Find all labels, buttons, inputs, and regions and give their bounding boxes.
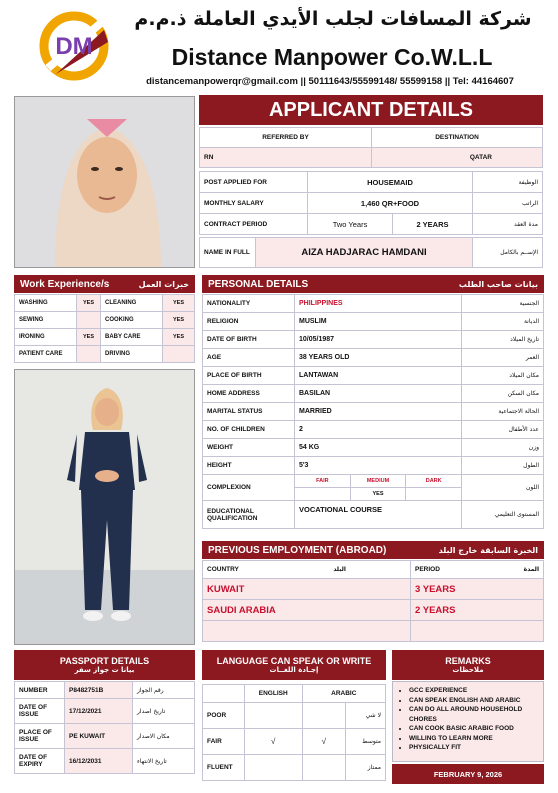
country-column-header <box>203 561 411 579</box>
personal-row <box>203 421 544 439</box>
language-title-ar: إجـادة اللغــات <box>269 666 319 674</box>
work-experience-title-en: Work Experience/s <box>20 278 110 290</box>
passport-field-label: NUMBER <box>15 682 65 699</box>
previous-employment-row <box>203 579 544 600</box>
passport-field-label: PLACE OF ISSUE <box>15 724 65 749</box>
work-skill-value: YES <box>77 295 101 312</box>
language-row <box>203 755 386 781</box>
work-row <box>15 329 195 346</box>
document-date: FEBRUARY 9, 2026 <box>392 764 544 784</box>
personal-row <box>203 403 544 421</box>
language-table <box>202 684 386 781</box>
complexion-arabic: اللون <box>462 475 544 501</box>
personal-field-arabic: مكان الميلاد <box>462 367 544 385</box>
remark-item: • CAN COOK BASIC ARABIC FOOD <box>409 724 539 734</box>
education-value: VOCATIONAL COURSE <box>295 501 462 529</box>
personal-field-label: DATE OF BIRTH <box>203 331 295 349</box>
passport-details-table <box>14 681 195 774</box>
previous-country: KUWAIT <box>203 579 411 600</box>
personal-field-label: RELIGION <box>203 313 295 331</box>
referred-by-value: RN <box>200 148 372 168</box>
personal-field-arabic: الديانة <box>462 313 544 331</box>
work-experience-title <box>14 275 195 293</box>
name-arabic: الإســم بالكامل <box>473 238 543 268</box>
work-skill-value <box>77 346 101 363</box>
personal-row <box>203 439 544 457</box>
previous-employment-row <box>203 600 544 621</box>
personal-field-arabic: الحالة الاجتماعية <box>462 403 544 421</box>
passport-field-arabic: تاريخ الانتهاء <box>133 749 195 774</box>
work-skill-value <box>163 346 195 363</box>
contract-label: CONTRACT PERIOD <box>200 214 308 235</box>
job-table <box>199 171 543 235</box>
language-level-arabic: متوسط <box>346 729 386 755</box>
personal-row <box>203 313 544 331</box>
company-arabic-name: شركة المسافات لجلب الأيدي العاملة ذ.م.م <box>134 8 532 30</box>
personal-field-arabic: العمر <box>462 349 544 367</box>
personal-row <box>203 295 544 313</box>
previous-employment-title-ar: الخبرة السابقة خارج البلد <box>438 545 538 555</box>
personal-field-value: LANTAWAN <box>295 367 462 385</box>
language-english-mark <box>244 703 302 729</box>
language-arabic-mark <box>302 755 346 781</box>
language-level-label: FAIR <box>203 729 245 755</box>
destination-label: DESTINATION <box>372 128 543 148</box>
work-skill-label: CLEANING <box>101 295 163 312</box>
applicant-full-body-photo <box>14 369 195 645</box>
personal-field-value: PHILIPPINES <box>295 295 462 313</box>
destination-value: QATAR <box>372 148 543 168</box>
language-title <box>202 650 386 680</box>
personal-field-label: WEIGHT <box>203 439 295 457</box>
personal-field-value: 10/05/1987 <box>295 331 462 349</box>
language-title-en: LANGUAGE CAN SPEAK OR WRITE <box>216 656 372 666</box>
work-skill-label: DRIVING <box>101 346 163 363</box>
passport-field-value: 16/12/2031 <box>65 749 133 774</box>
complexion-dark: DARK <box>425 478 442 484</box>
passport-row <box>15 699 195 724</box>
work-skill-value <box>77 312 101 329</box>
personal-field-label: NATIONALITY <box>203 295 295 313</box>
personal-field-label: MARITAL STATUS <box>203 403 295 421</box>
complexion-fair: FAIR <box>295 475 351 487</box>
work-skill-value: YES <box>163 329 195 346</box>
personal-row <box>203 349 544 367</box>
personal-field-arabic: وزن <box>462 439 544 457</box>
language-level-arabic: ممتاز <box>346 755 386 781</box>
salary-arabic: الراتب <box>473 193 543 214</box>
personal-field-label: AGE <box>203 349 295 367</box>
complexion-selected-mark: YES <box>351 488 407 500</box>
personal-field-arabic: تاريخ الميلاد <box>462 331 544 349</box>
personal-details-table <box>202 294 544 529</box>
work-skill-label: SEWING <box>15 312 77 329</box>
country-arabic: البلد <box>333 566 346 573</box>
language-level-arabic: لا شي <box>346 703 386 729</box>
passport-field-label: DATE OF EXPIRY <box>15 749 65 774</box>
passport-field-value: 17/12/2021 <box>65 699 133 724</box>
language-row <box>203 703 386 729</box>
work-experience-title-ar: خبرات العمل <box>138 279 189 289</box>
work-experience-table <box>14 294 195 363</box>
personal-row <box>203 367 544 385</box>
previous-employment-row <box>203 621 544 642</box>
personal-field-arabic: مكان السكن <box>462 385 544 403</box>
personal-field-value: 2 <box>295 421 462 439</box>
personal-field-value: 38 YEARS OLD <box>295 349 462 367</box>
personal-row <box>203 385 544 403</box>
remarks-list <box>399 686 539 753</box>
work-skill-label: PATIENT CARE <box>15 346 77 363</box>
education-arabic: المستوى التعليمي <box>462 501 544 529</box>
passport-field-arabic: مكان الاصدار <box>133 724 195 749</box>
personal-field-value: 5'3 <box>295 457 462 475</box>
personal-details-title-en: PERSONAL DETAILS <box>208 278 309 290</box>
period-arabic: المدة <box>523 566 539 573</box>
salary-value: 1,460 QR+FOOD <box>308 193 473 214</box>
period-label: PERIOD <box>415 566 440 573</box>
complexion-label: COMPLEXION <box>203 475 295 501</box>
previous-country: SAUDI ARABIA <box>203 600 411 621</box>
work-skill-label: IRONING <box>15 329 77 346</box>
passport-row <box>15 682 195 699</box>
personal-field-arabic: الطول <box>462 457 544 475</box>
language-english-mark: √ <box>244 729 302 755</box>
passport-field-arabic: رقم الجواز <box>133 682 195 699</box>
work-skill-value: YES <box>163 295 195 312</box>
company-contact: distancemanpowerqr@gmail.com || 50111643/55599148/ 55599158 || Tel: 44164607 <box>146 76 514 87</box>
company-logo <box>38 8 116 84</box>
passport-field-value: P8482751B <box>65 682 133 699</box>
language-arabic-mark <box>302 703 346 729</box>
work-skill-label: COOKING <box>101 312 163 329</box>
period-column-header <box>411 561 544 579</box>
work-row <box>15 312 195 329</box>
complexion-medium: MEDIUM <box>351 475 407 487</box>
post-value: HOUSEMAID <box>308 172 473 193</box>
education-label: EDUCATIONAL QUALIFICATION <box>203 501 295 529</box>
passport-row <box>15 724 195 749</box>
work-row <box>15 295 195 312</box>
full-name-value: AIZA HADJARAC HAMDANI <box>256 238 473 268</box>
language-english-mark <box>244 755 302 781</box>
personal-field-arabic: عدد الأطفال <box>462 421 544 439</box>
language-arabic-header: ARABIC <box>302 685 385 703</box>
previous-country <box>203 621 411 642</box>
personal-field-label: PLACE OF BIRTH <box>203 367 295 385</box>
passport-field-label: DATE OF ISSUE <box>15 699 65 724</box>
language-english-header: ENGLISH <box>244 685 302 703</box>
referred-by-label: REFERRED BY <box>200 128 372 148</box>
svg-text:DM: DM <box>55 33 93 60</box>
language-arabic-mark: √ <box>302 729 346 755</box>
work-skill-value: YES <box>163 312 195 329</box>
post-label: POST APPLIED FOR <box>200 172 308 193</box>
personal-field-value: MUSLIM <box>295 313 462 331</box>
remark-item: • PHYSICALLY FIT <box>409 743 539 753</box>
previous-employment-title-en: PREVIOUS EMPLOYMENT (ABROAD) <box>208 544 387 556</box>
remarks-title <box>392 650 544 680</box>
salary-label: MONTHLY SALARY <box>200 193 308 214</box>
previous-period <box>411 621 544 642</box>
post-arabic: الوظيفة <box>473 172 543 193</box>
passport-details-title <box>14 650 195 680</box>
personal-field-label: NO. OF CHILDREN <box>203 421 295 439</box>
remark-item: • WILLING TO LEARN MORE <box>409 734 539 744</box>
work-skill-label: WASHING <box>15 295 77 312</box>
personal-field-arabic: الجنسية <box>462 295 544 313</box>
personal-field-label: HEIGHT <box>203 457 295 475</box>
work-skill-label: BABY CARE <box>101 329 163 346</box>
contract-value-2: 2 YEARS <box>393 214 473 235</box>
remarks-title-ar: ملاحظات <box>452 666 484 674</box>
remarks-title-en: REMARKS <box>445 656 491 666</box>
remark-item: • CAN DO ALL AROUND HOUSEHOLD CHORES <box>409 705 539 724</box>
passport-field-value: PE KUWAIT <box>65 724 133 749</box>
passport-field-arabic: تاريخ اصدار <box>133 699 195 724</box>
personal-field-value: BASILAN <box>295 385 462 403</box>
applicant-details-title: APPLICANT DETAILS <box>199 95 543 125</box>
remark-item: • CAN SPEAK ENGLISH AND ARABIC <box>409 696 539 706</box>
passport-row <box>15 749 195 774</box>
previous-period: 2 YEARS <box>411 600 544 621</box>
personal-row <box>203 331 544 349</box>
work-row <box>15 346 195 363</box>
company-name: Distance Manpower Co.W.L.L <box>171 44 493 70</box>
contract-value-1: Two Years <box>308 214 393 235</box>
personal-details-title <box>202 275 544 293</box>
applicant-portrait <box>14 96 195 268</box>
previous-employment-title <box>202 541 544 559</box>
name-label: NAME IN FULL <box>200 238 256 268</box>
previous-employment-table <box>202 560 544 642</box>
contract-arabic: مدة العقد <box>473 214 543 235</box>
language-level-label: POOR <box>203 703 245 729</box>
personal-details-title-ar: بيانات صاحب الطلب <box>458 279 538 289</box>
previous-period: 3 YEARS <box>411 579 544 600</box>
remark-item: • GCC EXPERIENCE <box>409 686 539 696</box>
personal-field-value: MARRIED <box>295 403 462 421</box>
applicant-details-table <box>199 127 543 168</box>
complexion-options <box>295 475 462 501</box>
passport-details-title-ar: بيانا ت جواز سفر <box>74 666 135 674</box>
name-table <box>199 237 543 268</box>
language-level-label: FLUENT <box>203 755 245 781</box>
passport-details-title-en: PASSPORT DETAILS <box>59 656 150 666</box>
country-label: COUNTRY <box>207 566 239 573</box>
personal-row <box>203 457 544 475</box>
personal-field-label: HOME ADDRESS <box>203 385 295 403</box>
personal-field-value: 54 KG <box>295 439 462 457</box>
remarks-box <box>392 681 544 762</box>
work-skill-value: YES <box>77 329 101 346</box>
language-row <box>203 729 386 755</box>
